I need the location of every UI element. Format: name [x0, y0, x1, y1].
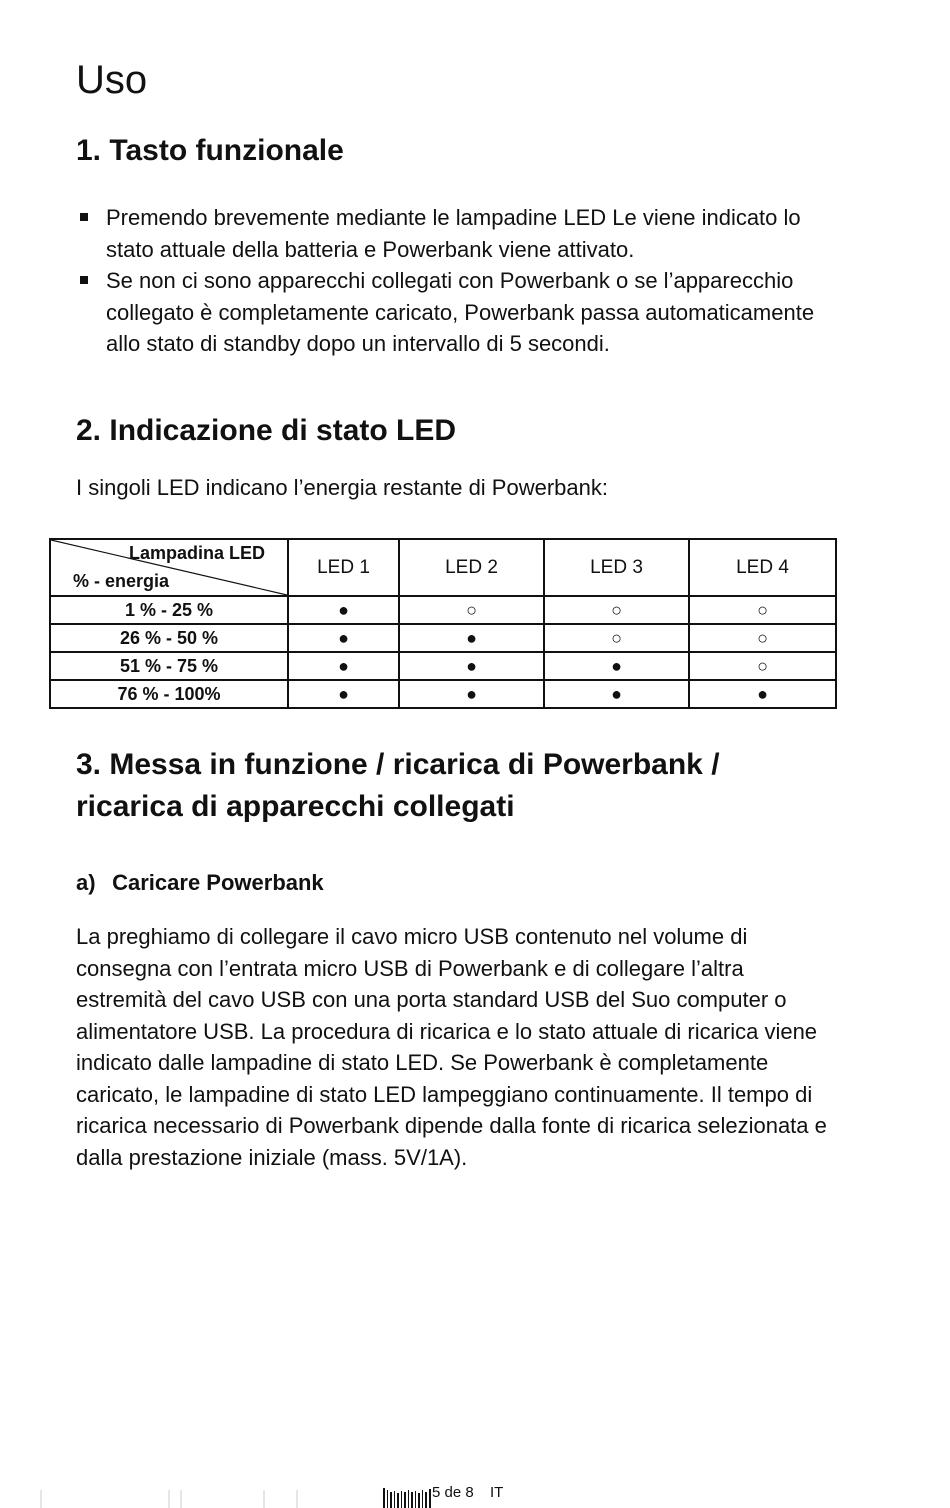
- section-3-heading-line-1: 3. Messa in funzione / ricarica di Powerbank /: [76, 748, 720, 781]
- column-header: LED 2: [399, 539, 544, 596]
- list-item: [76, 265, 836, 360]
- led-indicator: ○: [544, 596, 689, 624]
- bullet-text: Premendo brevemente mediante le lampadine LED Le viene indicato lo stato attuale della batteria e Powerbank viene attivato.: [106, 205, 801, 262]
- language-code: IT: [490, 1484, 504, 1501]
- section-2-heading: 2. Indicazione di stato LED: [76, 414, 457, 447]
- row-label: 51 % - 75 %: [50, 652, 288, 680]
- barcode-icon: [383, 1488, 435, 1508]
- page-title: Uso: [76, 58, 148, 102]
- corner-label-led: Lampadina LED: [128, 543, 265, 563]
- column-header: LED 4: [689, 539, 836, 596]
- led-indicator: ●: [544, 680, 689, 708]
- led-indicator: ●: [689, 680, 836, 708]
- section-1-heading: 1. Tasto funzionale: [76, 134, 344, 167]
- led-indicator: ●: [288, 596, 399, 624]
- led-indicator: ●: [288, 680, 399, 708]
- section-3-heading-line-2: ricarica di apparecchi collegati: [76, 790, 515, 823]
- section-1-bullet-list: [76, 202, 836, 360]
- led-indicator: ○: [399, 596, 544, 624]
- table-row: [50, 680, 836, 708]
- scan-artifact: [40, 1490, 42, 1508]
- scan-artifact: [296, 1490, 298, 1508]
- scan-artifact: [263, 1490, 265, 1508]
- led-status-table: [49, 538, 837, 709]
- scan-artifact: [168, 1490, 170, 1508]
- table-row: [50, 596, 836, 624]
- led-indicator: ●: [399, 652, 544, 680]
- row-label: 76 % - 100%: [50, 680, 288, 708]
- row-label: 26 % - 50 %: [50, 624, 288, 652]
- page-number: 5 de 8: [432, 1484, 474, 1501]
- section-3-paragraph: La preghiamo di collegare il cavo micro USB contenuto nel volume di consegna con l’entrata micro USB di Powerbank e di collegare l’altra estremità del cavo USB con una porta standard USB del Suo computer o alimentatore USB. La procedura di ricarica e lo stato attuale di ricarica viene indicato dalle lampadine di stato LED. Se Powerbank è completamente caricato, le lampadine di stato LED lampeggiano continuamente. Il tempo di ricarica necessario di Powerbank dipende dalla fonte di ricarica selezionata e dalla prestazione iniziale (mass. 5V/1A).: [76, 924, 827, 1170]
- table-corner-header: [50, 539, 288, 596]
- subsection-heading: [76, 870, 324, 896]
- table-row: [50, 624, 836, 652]
- table-row: [50, 652, 836, 680]
- bullet-text: Se non ci sono apparecchi collegati con Powerbank o se l’apparecchio collegato è completamente caricato, Powerbank passa automaticamente allo stato di standby dopo un intervallo di 5 secondi.: [106, 268, 815, 356]
- led-indicator: ○: [689, 652, 836, 680]
- subsection-label: a): [76, 870, 96, 895]
- bullet-square-icon: [80, 276, 88, 284]
- subsection-title: Caricare Powerbank: [112, 870, 324, 895]
- led-indicator: ●: [399, 680, 544, 708]
- led-indicator: ○: [689, 624, 836, 652]
- section-2-intro: I singoli LED indicano l’energia restante di Powerbank:: [76, 475, 608, 500]
- led-indicator: ●: [288, 652, 399, 680]
- column-header: LED 3: [544, 539, 689, 596]
- column-header: LED 1: [288, 539, 399, 596]
- led-indicator: ●: [399, 624, 544, 652]
- scan-artifact: [180, 1490, 182, 1508]
- led-indicator: ○: [544, 624, 689, 652]
- row-label: 1 % - 25 %: [50, 596, 288, 624]
- led-indicator: ●: [544, 652, 689, 680]
- led-indicator: ○: [689, 596, 836, 624]
- page-footer: [0, 1476, 950, 1508]
- corner-label-energy: % - energia: [73, 571, 170, 591]
- list-item: [76, 202, 836, 265]
- led-indicator: ●: [288, 624, 399, 652]
- table-header-row: [50, 539, 836, 596]
- bullet-square-icon: [80, 213, 88, 221]
